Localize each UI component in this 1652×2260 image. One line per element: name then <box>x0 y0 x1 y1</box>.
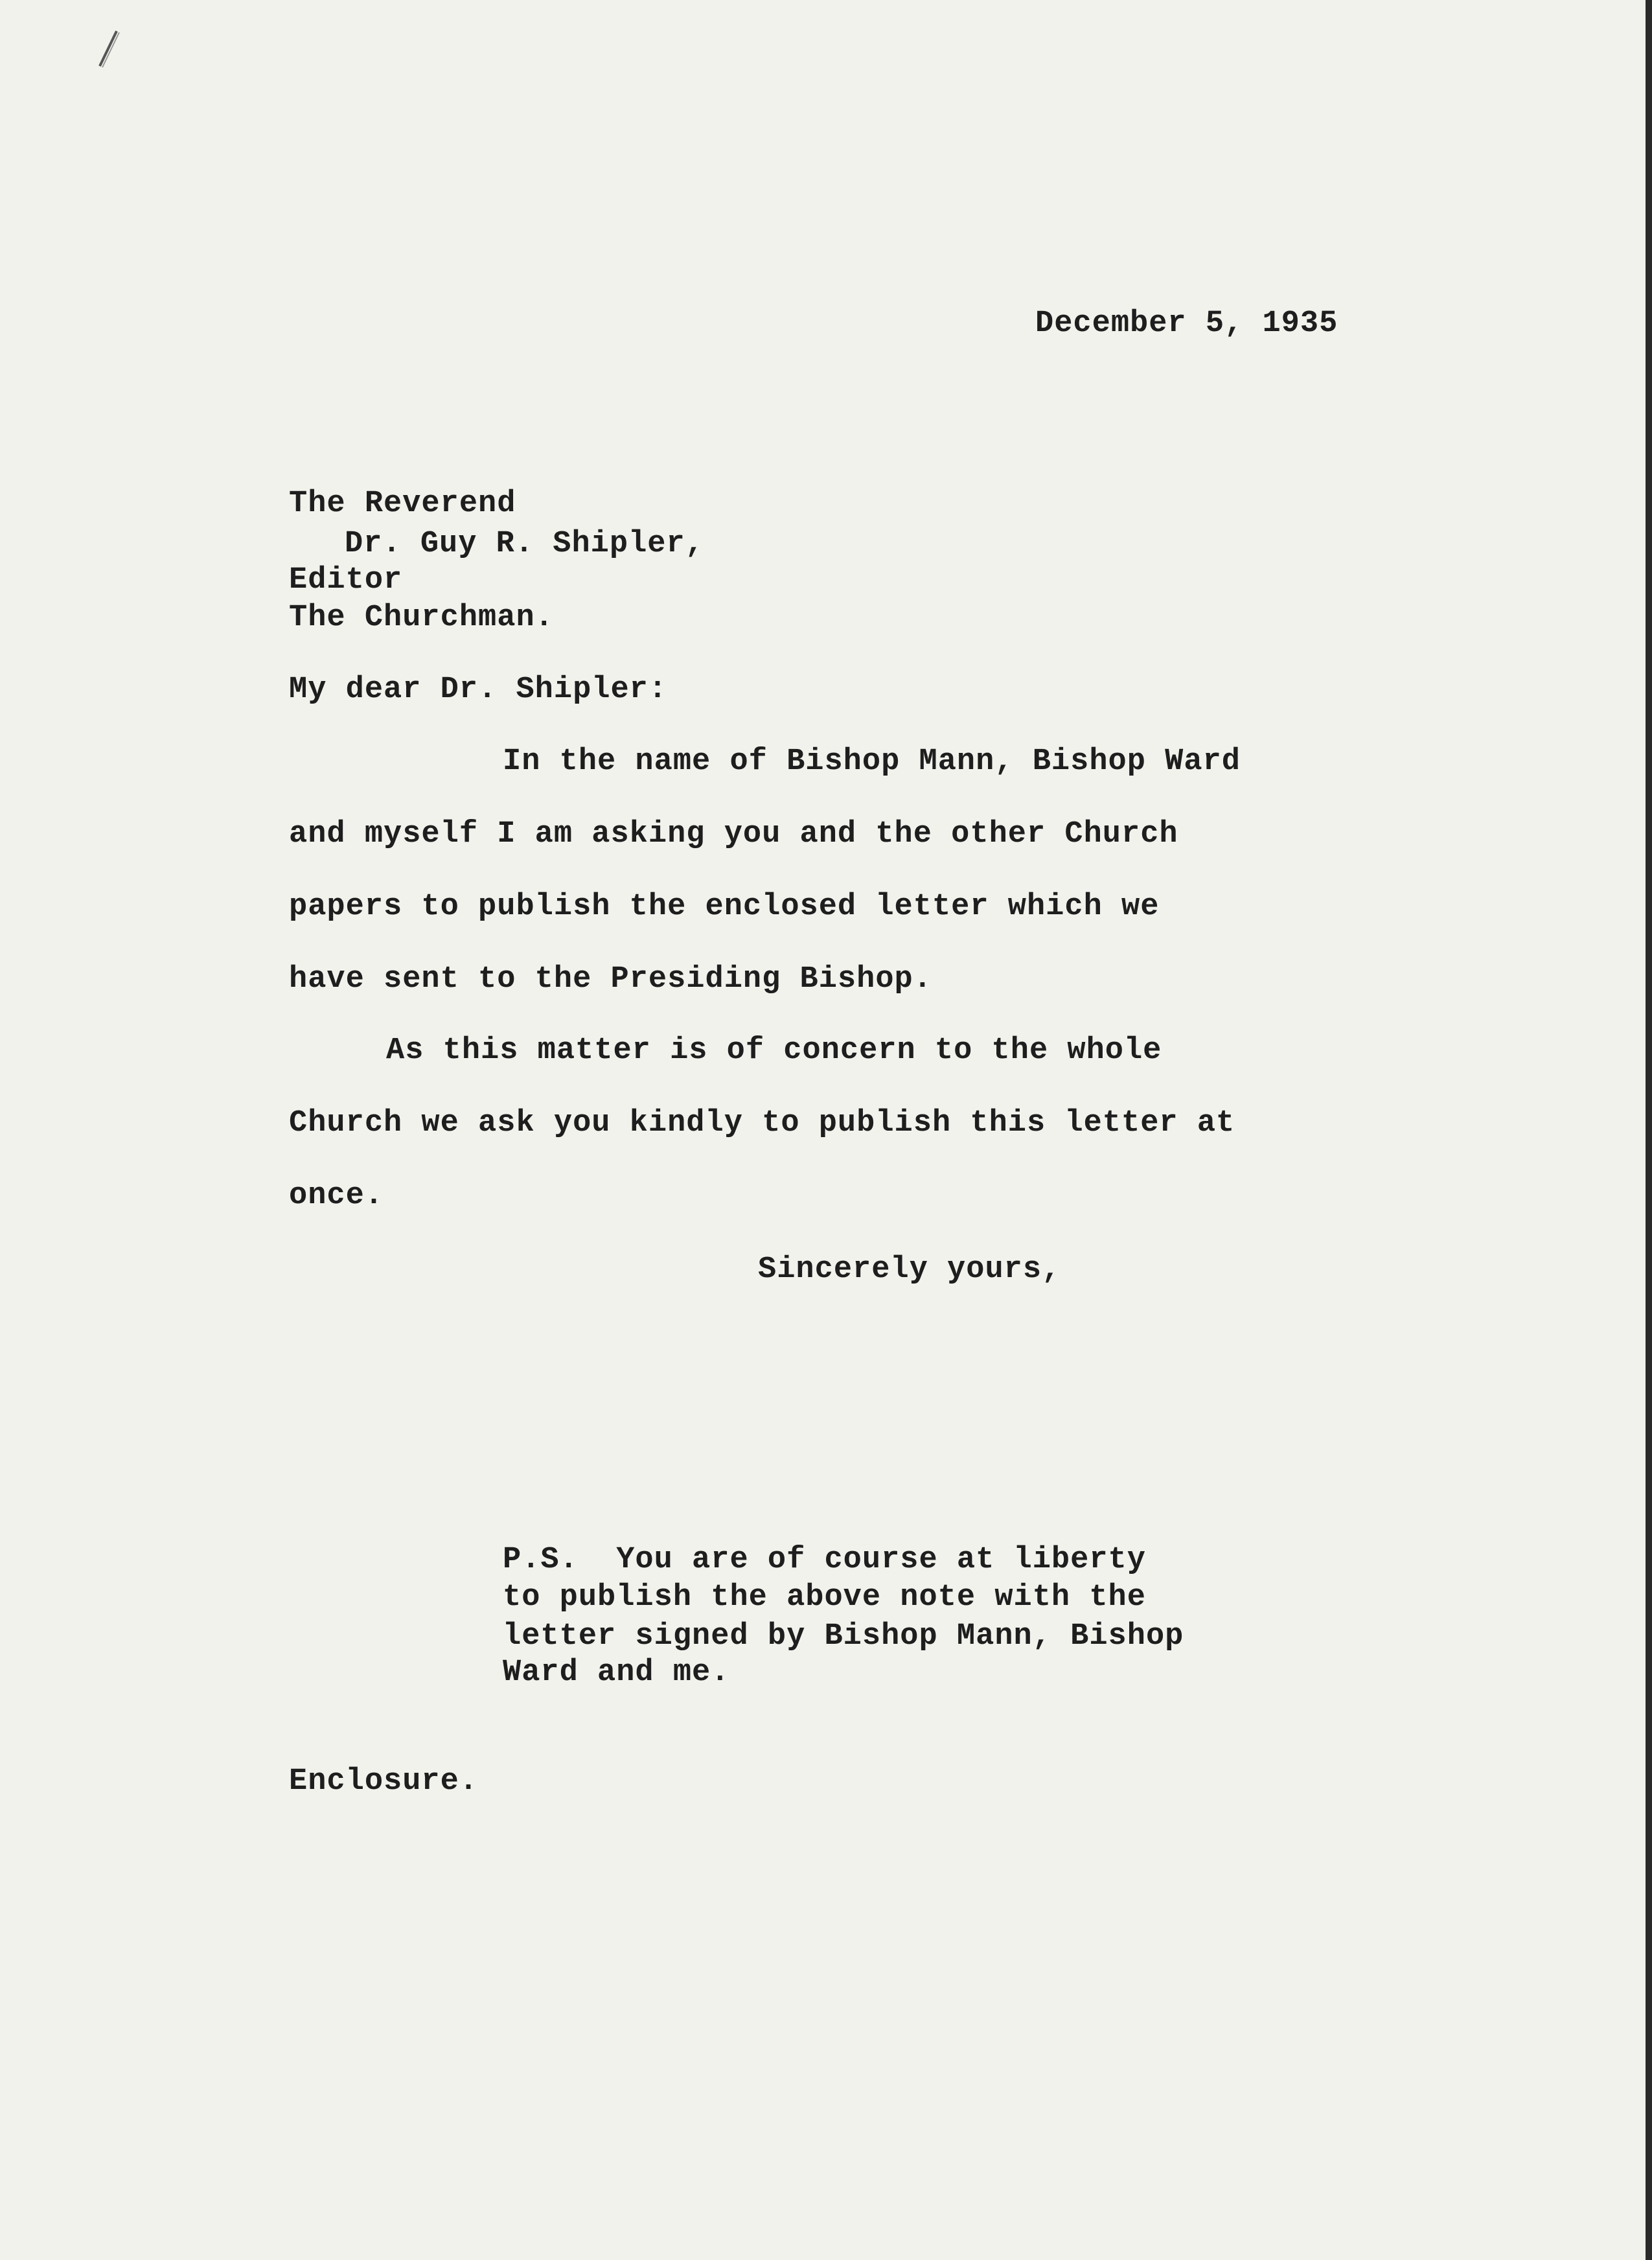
body-line-5: As this matter is of concern to the whole <box>386 1033 1162 1068</box>
address-line-1: The Reverend <box>289 487 516 521</box>
address-line-4: The Churchman. <box>289 601 554 635</box>
staple-mark <box>91 26 130 71</box>
postscript-line-2: to publish the above note with the <box>503 1580 1146 1615</box>
body-line-2: and myself I am asking you and the other Church <box>289 817 1178 851</box>
postscript-line-1: P.S. You are of course at liberty <box>503 1543 1146 1577</box>
body-line-7: once. <box>289 1179 384 1213</box>
body-line-6: Church we ask you kindly to publish this letter at <box>289 1106 1235 1140</box>
salutation: My dear Dr. Shipler: <box>289 673 668 707</box>
address-line-3: Editor <box>289 563 403 597</box>
postscript-line-3: letter signed by Bishop Mann, Bishop <box>503 1619 1184 1654</box>
body-line-1: In the name of Bishop Mann, Bishop Ward <box>503 744 1241 779</box>
closing: Sincerely yours, <box>758 1252 1061 1287</box>
letter-date: December 5, 1935 <box>1035 306 1338 341</box>
enclosure-note: Enclosure. <box>289 1764 479 1799</box>
body-line-4: have sent to the Presiding Bishop. <box>289 962 932 997</box>
scan-edge <box>1646 0 1652 2260</box>
postscript-line-4: Ward and me. <box>503 1655 730 1690</box>
body-line-3: papers to publish the enclosed letter which we <box>289 890 1160 924</box>
address-line-2: Dr. Guy R. Shipler, <box>345 527 704 561</box>
